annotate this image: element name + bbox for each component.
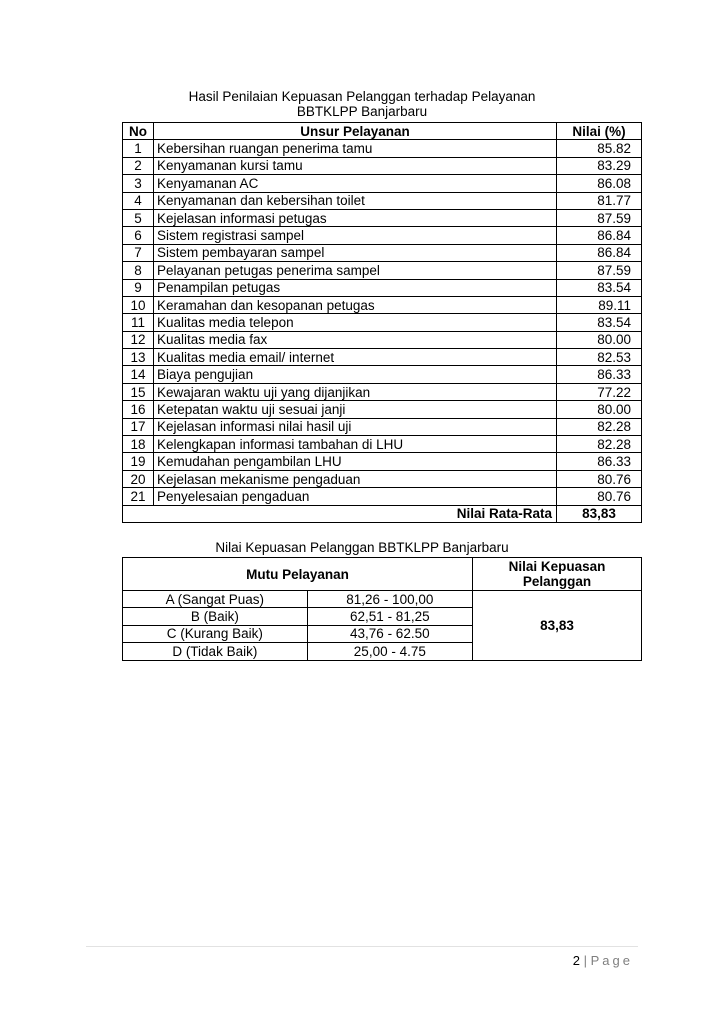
row-nilai: 82.28 <box>557 436 642 453</box>
table-row <box>123 366 642 383</box>
row-mutu: B (Baik) <box>123 608 308 625</box>
table-row <box>123 436 642 453</box>
row-no: 11 <box>123 314 154 331</box>
row-no: 8 <box>123 262 154 279</box>
row-nilai: 80.00 <box>557 401 642 418</box>
row-nilai: 80.00 <box>557 331 642 348</box>
satisfaction-table <box>122 122 642 523</box>
row-unsur: Sistem registrasi sampel <box>154 227 557 244</box>
table1-title-line2: BBTKLPP Banjarbaru <box>296 104 428 119</box>
table-row <box>123 296 642 313</box>
row-no: 9 <box>123 279 154 296</box>
table-row <box>123 488 642 505</box>
row-no: 16 <box>123 401 154 418</box>
average-value: 83,83 <box>557 505 642 522</box>
row-unsur: Kewajaran waktu uji yang dijanjikan <box>154 383 557 400</box>
table-row <box>123 140 642 157</box>
footer-divider <box>86 946 638 947</box>
row-nilai: 83.54 <box>557 279 642 296</box>
footer-separator: | <box>583 953 587 968</box>
row-unsur: Kualitas media email/ internet <box>154 349 557 366</box>
row-nilai: 86.08 <box>557 175 642 192</box>
row-nilai: 80.76 <box>557 470 642 487</box>
row-no: 15 <box>123 383 154 400</box>
row-unsur: Keramahan dan kesopanan petugas <box>154 296 557 313</box>
row-no: 4 <box>123 192 154 209</box>
header-nilai-kepuasan: Nilai Kepuasan Pelanggan <box>473 558 642 591</box>
row-no: 20 <box>123 470 154 487</box>
row-range: 25,00 - 4.75 <box>307 643 472 660</box>
row-unsur: Penampilan petugas <box>154 279 557 296</box>
row-no: 17 <box>123 418 154 435</box>
table-row <box>123 470 642 487</box>
row-nilai: 86.33 <box>557 366 642 383</box>
table-row <box>123 157 642 174</box>
row-unsur: Kejelasan mekanisme pengaduan <box>154 470 557 487</box>
table-row <box>123 453 642 470</box>
row-nilai: 87.59 <box>557 209 642 226</box>
row-nilai: 80.76 <box>557 488 642 505</box>
row-nilai: 82.28 <box>557 418 642 435</box>
header-no: No <box>123 123 154 140</box>
row-unsur: Kenyamanan dan kebersihan toilet <box>154 192 557 209</box>
row-no: 18 <box>123 436 154 453</box>
table2-body <box>123 591 642 661</box>
row-nilai: 77.22 <box>557 383 642 400</box>
table1-title <box>0 89 724 119</box>
row-nilai: 82.53 <box>557 349 642 366</box>
row-unsur: Pelayanan petugas penerima sampel <box>154 262 557 279</box>
row-nilai: 86.84 <box>557 244 642 261</box>
row-unsur: Penyelesaian pengaduan <box>154 488 557 505</box>
header-mutu: Mutu Pelayanan <box>123 558 473 591</box>
row-range: 43,76 - 62.50 <box>307 625 472 642</box>
row-unsur: Kebersihan ruangan penerima tamu <box>154 140 557 157</box>
page-number: 2 <box>572 953 580 968</box>
table-row <box>123 331 642 348</box>
row-unsur: Kemudahan pengambilan LHU <box>154 453 557 470</box>
row-no: 5 <box>123 209 154 226</box>
page-footer <box>573 953 633 968</box>
row-unsur: Kualitas media telepon <box>154 314 557 331</box>
row-mutu: C (Kurang Baik) <box>123 625 308 642</box>
row-unsur: Kejelasan informasi petugas <box>154 209 557 226</box>
table-row <box>123 244 642 261</box>
table-row <box>123 175 642 192</box>
row-unsur: Biaya pengujian <box>154 366 557 383</box>
row-no: 7 <box>123 244 154 261</box>
row-range: 81,26 - 100,00 <box>307 591 472 608</box>
row-mutu: D (Tidak Baik) <box>123 643 308 660</box>
row-unsur: Kenyamanan kursi tamu <box>154 157 557 174</box>
row-unsur: Kejelasan informasi nilai hasil uji <box>154 418 557 435</box>
row-no: 3 <box>123 175 154 192</box>
table-row <box>123 227 642 244</box>
score-value: 83,83 <box>473 591 642 661</box>
row-no: 6 <box>123 227 154 244</box>
row-nilai: 81.77 <box>557 192 642 209</box>
table-row <box>123 401 642 418</box>
row-no: 14 <box>123 366 154 383</box>
row-no: 2 <box>123 157 154 174</box>
table-row <box>123 314 642 331</box>
row-nilai: 86.33 <box>557 453 642 470</box>
header-nilai: Nilai (%) <box>557 123 642 140</box>
table-row <box>123 209 642 226</box>
row-no: 12 <box>123 331 154 348</box>
row-no: 13 <box>123 349 154 366</box>
row-unsur: Ketepatan waktu uji sesuai janji <box>154 401 557 418</box>
row-no: 1 <box>123 140 154 157</box>
row-unsur: Kualitas media fax <box>154 331 557 348</box>
row-nilai: 83.29 <box>557 157 642 174</box>
row-no: 19 <box>123 453 154 470</box>
table-row <box>123 418 642 435</box>
table-row <box>123 192 642 209</box>
table1-header-row <box>123 123 642 140</box>
table1-title-line1: Hasil Penilaian Kepuasan Pelanggan terhadap Pelayanan <box>188 89 536 104</box>
quality-table <box>122 557 642 661</box>
row-no: 10 <box>123 296 154 313</box>
page-label: Page <box>590 953 633 968</box>
table-row <box>123 383 642 400</box>
row-nilai: 85.82 <box>557 140 642 157</box>
table-row <box>123 279 642 296</box>
row-no: 21 <box>123 488 154 505</box>
row-unsur: Kenyamanan AC <box>154 175 557 192</box>
average-row <box>123 505 642 522</box>
table-row <box>123 349 642 366</box>
row-nilai: 86.84 <box>557 227 642 244</box>
table2-header-row <box>123 558 642 591</box>
table1-body <box>123 140 642 505</box>
table-row <box>123 262 642 279</box>
row-unsur: Kelengkapan informasi tambahan di LHU <box>154 436 557 453</box>
row-unsur: Sistem pembayaran sampel <box>154 244 557 261</box>
row-mutu: A (Sangat Puas) <box>123 591 308 608</box>
row-nilai: 87.59 <box>557 262 642 279</box>
average-label: Nilai Rata-Rata <box>123 505 557 522</box>
row-nilai: 83.54 <box>557 314 642 331</box>
table2-title: Nilai Kepuasan Pelanggan BBTKLPP Banjarbaru <box>215 540 509 555</box>
table-row <box>123 591 642 608</box>
row-range: 62,51 - 81,25 <box>307 608 472 625</box>
header-unsur: Unsur Pelayanan <box>154 123 557 140</box>
row-nilai: 89.11 <box>557 296 642 313</box>
